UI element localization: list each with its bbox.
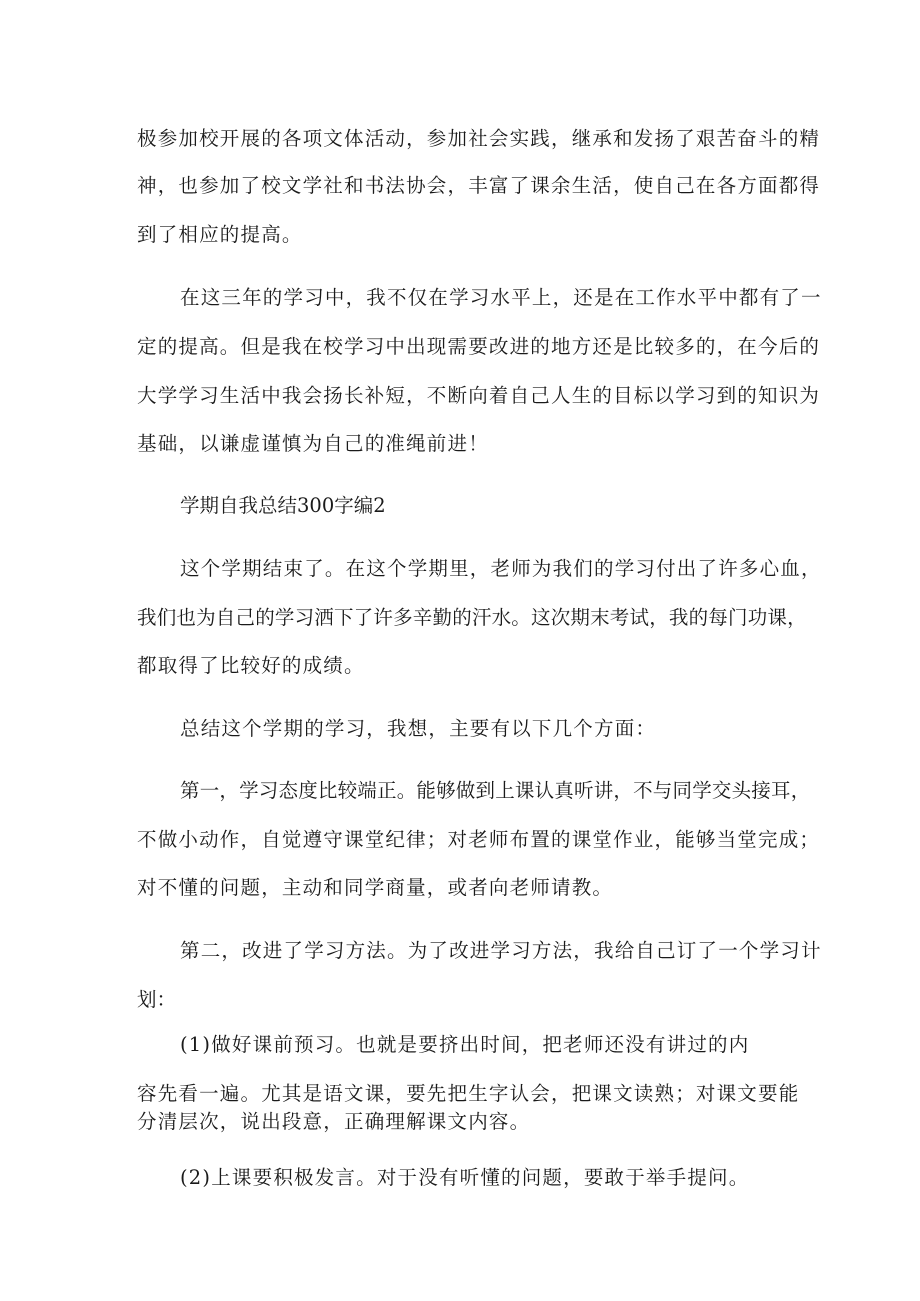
paragraph-line: 总结这个学期的学习，我想，主要有以下几个方面： — [180, 717, 657, 740]
paragraph-line: 第二，改进了学习方法。为了改进学习方法，我给自己订了一个学习计 — [180, 939, 822, 962]
paragraph-line: 第一，学习态度比较端正。能够做到上课认真听讲，不与同学交头接耳， — [180, 779, 811, 802]
list-item: (1)做好课前预习。也就是要挤出时间，把老师还没有讲过的内 — [180, 1033, 750, 1056]
paragraph-line: 我们也为自己的学习洒下了许多辛勤的汗水。这次期末考试，我的每门功课， — [137, 606, 807, 629]
paragraph-line: 大学学习生活中我会扬长补短，不断向着自己人生的目标以学习到的知识为 — [137, 384, 821, 407]
paragraph-line: 到了相应的提高。 — [137, 223, 303, 246]
paragraph-line: 对不懂的问题，主动和同学商量，或者向老师请教。 — [137, 876, 614, 899]
paragraph-line: 极参加校开展的各项文体活动，参加社会实践，继承和发扬了艰苦奋斗的精 — [137, 127, 821, 150]
list-item: (2)上课要积极发言。对于没有听懂的问题，要敢于举手提问。 — [180, 1166, 750, 1189]
paragraph-line: 神，也参加了校文学社和书法协会，丰富了课余生活，使自己在各方面都得 — [137, 174, 821, 197]
paragraph-line: 在这三年的学习中，我不仅在学习水平上，还是在工作水平中都有了一 — [180, 286, 822, 309]
section-heading: 学期自我总结300字编2 — [180, 494, 386, 517]
paragraph-line: 基础，以谦虚谨慎为自己的准绳前进！ — [137, 432, 489, 455]
paragraph-line: 划： — [137, 988, 177, 1011]
paragraph-line: 都取得了比较好的成绩。 — [137, 654, 365, 677]
paragraph-line: 容先看一遍。尤其是语文课，要先把生字认会，把课文读熟；对课文要能 — [137, 1082, 800, 1105]
paragraph-line: 分清层次，说出段意，正确理解课文内容。 — [137, 1110, 531, 1133]
paragraph-line: 这个学期结束了。在这个学期里，老师为我们的学习付出了许多心血， — [180, 557, 822, 580]
paragraph-line: 定的提高。但是我在校学习中出现需要改进的地方还是比较多的，在今后的 — [137, 335, 821, 358]
paragraph-line: 不做小动作，自觉遵守课堂纪律；对老师布置的课堂作业，能够当堂完成； — [137, 828, 821, 851]
